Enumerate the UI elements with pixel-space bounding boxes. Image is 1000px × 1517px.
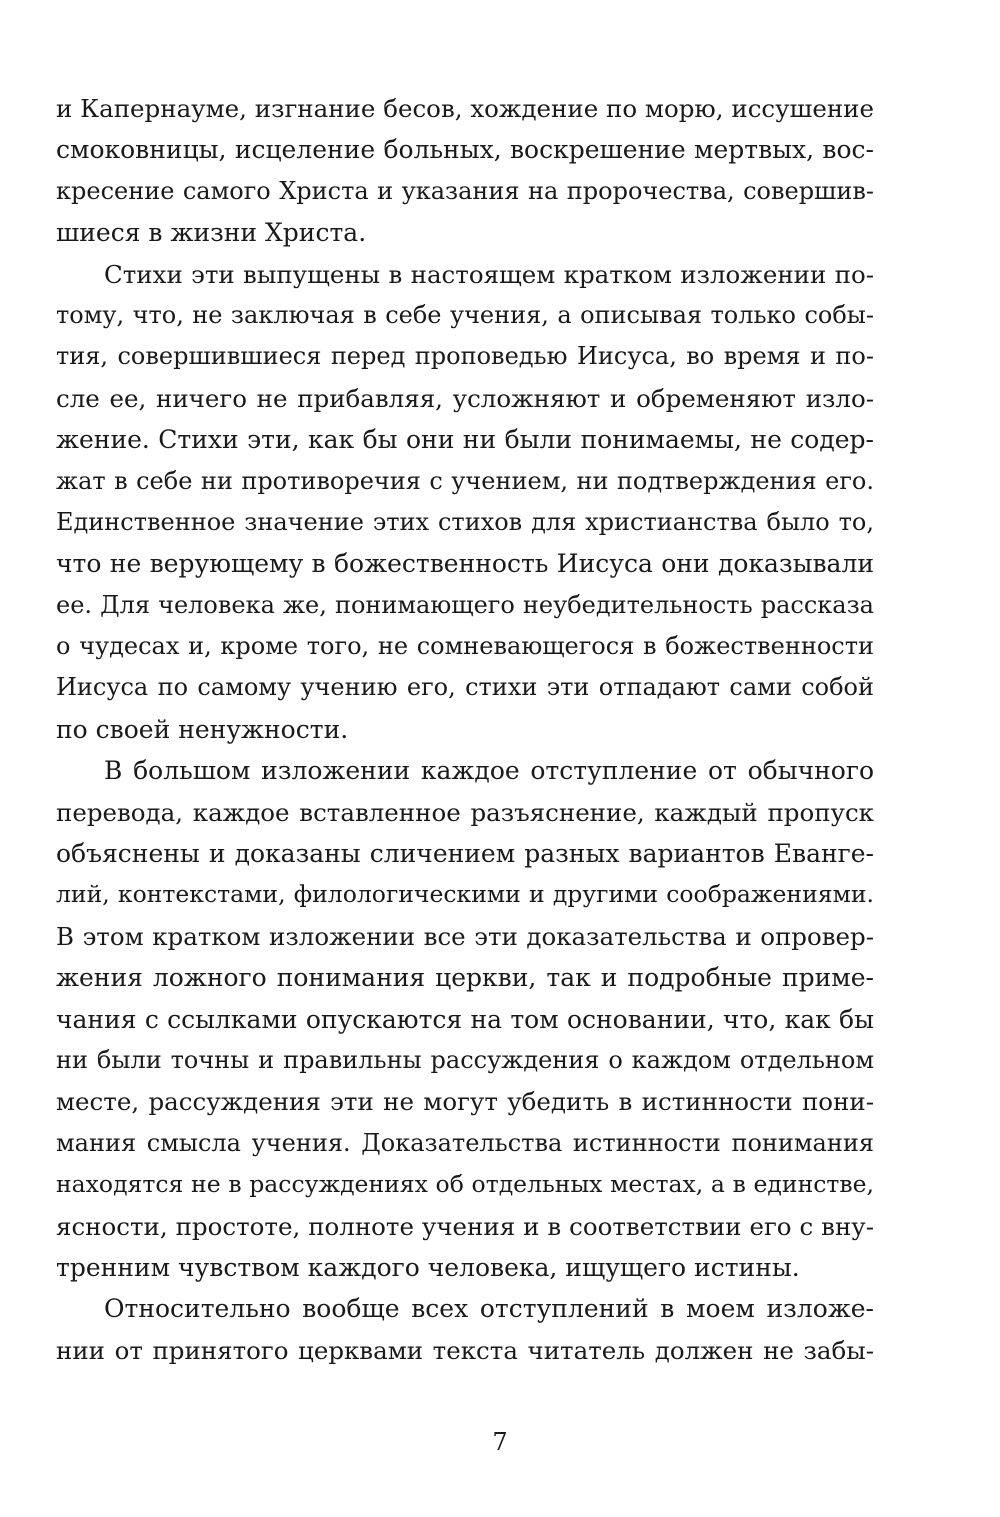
text-line: нии от принятого церквами текста читатель должен не забы- bbox=[56, 1335, 874, 1365]
text-line: тренним чувством каждого человека, ищущего истины. bbox=[56, 1252, 800, 1282]
page-body bbox=[56, 88, 874, 1371]
text-line: что не верующему в божественность Иисуса они доказывали bbox=[56, 549, 874, 579]
text-line: В большом изложении каждое отступление от обычного bbox=[104, 756, 874, 786]
text-line: тому, что, не заключая в себе учения, а описывая только собы- bbox=[56, 300, 874, 329]
text-line: В этом кратком изложении все эти доказательства и опровер- bbox=[56, 921, 874, 951]
paragraph-1 bbox=[56, 88, 874, 254]
text-line: кресение самого Христа и указания на пророчества, совершив- bbox=[56, 176, 874, 205]
text-line: мания смысла учения. Доказательства истинности понимания bbox=[56, 1128, 874, 1157]
text-line: тия, совершившиеся перед проповедью Иисуса, во время и по- bbox=[56, 342, 874, 371]
text-line: и Капернауме, изгнание бесов, хождение по морю, иссушение bbox=[56, 94, 874, 123]
text-line: шиеся в жизни Христа. bbox=[56, 218, 367, 248]
text-line: сле ее, ничего не прибавляя, усложняют и обременяют изло- bbox=[56, 383, 874, 413]
text-line: жения ложного понимания церкви, так и подробные приме- bbox=[56, 963, 874, 993]
text-line: о чудесах и, кроме того, не сомневающегося в божественности bbox=[56, 632, 874, 661]
text-line: жение. Стихи эти, как бы они ни были понимаемы, не содер- bbox=[56, 425, 874, 455]
text-line: по своей ненужности. bbox=[56, 714, 349, 744]
text-line: смоковницы, исцеление больных, воскрешение мертвых, вос- bbox=[56, 135, 874, 165]
page-number: 7 bbox=[492, 1428, 508, 1456]
paragraph-2 bbox=[56, 254, 874, 751]
text-line: лий, контекстами, филологическими и другими соображениями. bbox=[56, 880, 874, 909]
text-line: чания с ссылками опускаются на том основании, что, как бы bbox=[56, 1004, 874, 1034]
text-line: ни были точны и правильны рассуждения о каждом отдельном bbox=[56, 1045, 874, 1074]
text-line: ясности, простоте, полноте учения и в соответствии его с вну- bbox=[56, 1211, 874, 1241]
text-line: Относительно вообще всех отступлений в моем изложе- bbox=[104, 1294, 874, 1324]
text-line: Стихи эти выпущены в настоящем кратком изложении по- bbox=[104, 259, 874, 289]
text-line: находятся не в рассуждениях об отдельных местах, а в единстве, bbox=[56, 1170, 874, 1199]
paragraph-4 bbox=[56, 1288, 874, 1371]
text-line: ее. Для человека же, понимающего неубедительность рассказа bbox=[56, 590, 874, 619]
text-line: Единственное значение этих стихов для христианства было то, bbox=[56, 507, 874, 536]
text-line: жат в себе ни противоречия с учением, ни подтверждения его. bbox=[56, 466, 874, 495]
text-line: перевода, каждое вставленное разъяснение, каждый пропуск bbox=[56, 797, 874, 827]
paragraph-3 bbox=[56, 750, 874, 1288]
text-line: объяснены и доказаны сличением разных вариантов Еванге- bbox=[56, 839, 874, 869]
text-line: месте, рассуждения эти не могут убедить в истинности пони- bbox=[56, 1087, 874, 1117]
text-line: Иисуса по самому учению его, стихи эти отпадают сами собой bbox=[56, 673, 874, 702]
